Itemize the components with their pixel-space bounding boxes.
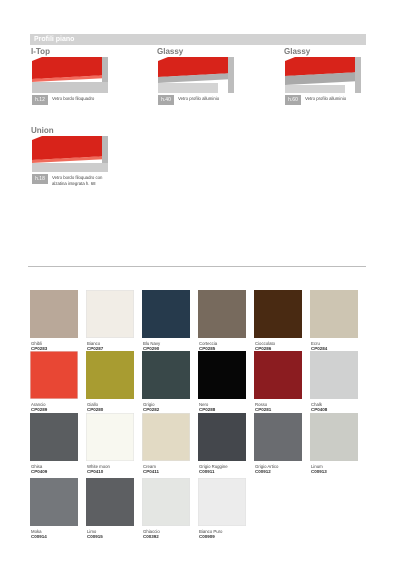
profile-code-badge: h.60 — [285, 95, 301, 105]
profile-description: Vetro bordo filoquadro con alzatina integrata h. 68 — [52, 175, 103, 186]
swatch-code: C00912 — [255, 469, 271, 474]
swatch-code: C00914 — [31, 534, 47, 539]
color-chip — [142, 290, 190, 338]
swatch-code: CP0280 — [87, 407, 104, 412]
swatch-code: CP0411 — [143, 469, 160, 474]
swatch-name: Limo — [87, 529, 97, 534]
swatch-code: CP0408 — [311, 407, 328, 412]
swatch-code: CP0283 — [31, 346, 48, 351]
section-title: Profili piano — [34, 36, 75, 43]
swatch-name: Arancio — [31, 402, 46, 407]
profile-image — [158, 57, 234, 93]
swatch-code: CP0284 — [311, 346, 328, 351]
swatch-name: Moka — [31, 529, 42, 534]
profile-name: Glassy — [157, 47, 184, 56]
swatch-name: Ghiaccio — [143, 529, 160, 534]
swatch-name: Cioccolato — [255, 341, 276, 346]
color-chip — [198, 351, 246, 399]
color-chip — [310, 290, 358, 338]
color-chip — [310, 413, 358, 461]
swatch-name: Ghisa — [31, 464, 43, 469]
swatch-code: C00913 — [311, 469, 327, 474]
color-chip — [198, 290, 246, 338]
swatch-code: CP0288 — [199, 407, 216, 412]
color-chip — [254, 290, 302, 338]
color-chip — [254, 413, 302, 461]
color-chip — [30, 413, 78, 461]
swatch-code: CP0281 — [255, 407, 272, 412]
color-chip — [198, 478, 246, 526]
color-chip — [142, 351, 190, 399]
profile-image — [285, 57, 361, 93]
swatch-name: Linum — [311, 464, 323, 469]
profile-name: Glassy — [284, 47, 311, 56]
color-chip — [86, 290, 134, 338]
profile-name: I-Top — [31, 47, 50, 56]
profile-image — [32, 57, 108, 93]
swatch-name: Ghibli — [31, 341, 42, 346]
profile-description: Vetro bordo filoquadro — [52, 96, 95, 101]
profile-description: Vetro profilo alluminio — [305, 96, 347, 101]
swatch-name: Bianco Puro — [199, 529, 223, 534]
color-chip — [198, 413, 246, 461]
swatch-name: Giallo — [87, 402, 98, 407]
swatch-code: C00911 — [199, 469, 215, 474]
swatch-name: Cream — [143, 464, 156, 469]
color-chip — [30, 290, 78, 338]
swatch-code: CP0409 — [31, 469, 48, 474]
swatch-name: White moon — [87, 464, 110, 469]
swatch-name: Chalk — [311, 402, 322, 407]
swatch-code: C00392 — [143, 534, 159, 539]
section-divider — [28, 266, 366, 267]
color-chip — [254, 351, 302, 399]
swatch-code: CP0410 — [87, 469, 104, 474]
swatch-name: Grigio Ruggine — [199, 464, 228, 469]
profile-image — [32, 136, 108, 172]
color-chip — [142, 478, 190, 526]
swatch-name: Rosso — [255, 402, 268, 407]
color-chip — [310, 351, 358, 399]
swatch-code: C00909 — [199, 534, 215, 539]
color-chip — [142, 413, 190, 461]
swatch-name: Blu Navy — [143, 341, 161, 346]
swatch-name: Ecru — [311, 341, 320, 346]
swatch-code: CP0285 — [199, 346, 216, 351]
swatch-name: Bianco — [87, 341, 101, 346]
swatch-name: Nero — [199, 402, 209, 407]
swatch-code: CP0287 — [87, 346, 104, 351]
profile-code-badge: h.40 — [158, 95, 174, 105]
profile-code-badge: h.12 — [32, 95, 48, 105]
color-chip — [30, 478, 78, 526]
swatch-code: CP0282 — [143, 407, 160, 412]
swatch-name: Grigio — [143, 402, 155, 407]
profile-code-badge: h.18 — [32, 174, 48, 184]
color-chip — [30, 351, 78, 399]
color-chip — [86, 413, 134, 461]
swatch-code: CP0289 — [31, 407, 48, 412]
swatch-code: CP0286 — [255, 346, 272, 351]
color-chip — [86, 478, 134, 526]
swatch-name: Corteccia — [199, 341, 218, 346]
color-chip — [86, 351, 134, 399]
profile-name: Union — [31, 126, 54, 135]
swatch-code: C00915 — [87, 534, 103, 539]
profile-description: Vetro profilo alluminio — [178, 96, 220, 101]
swatch-name: Grigio Artico — [255, 464, 279, 469]
swatch-code: CP0290 — [143, 346, 160, 351]
section-header-bar — [30, 34, 366, 45]
